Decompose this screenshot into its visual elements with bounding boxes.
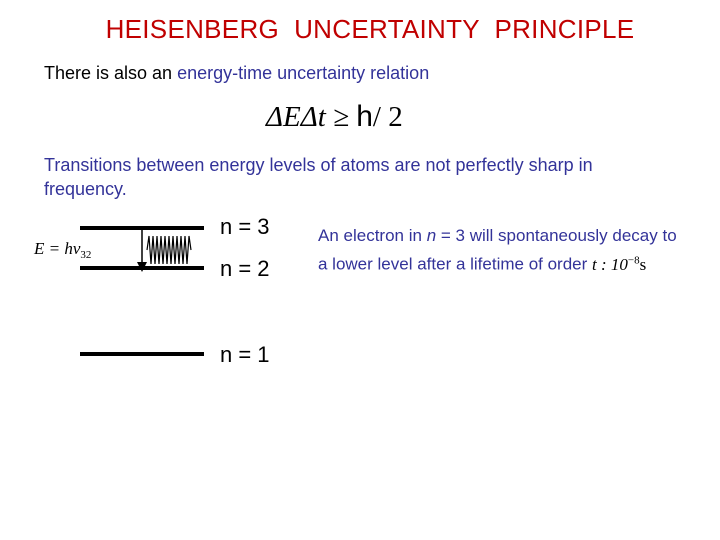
level-label-n3: n = 3 [220,214,270,239]
photon-energy-formula [34,239,91,261]
note-n: n [426,226,437,245]
transitions-text: Transitions between energy levels of atoms are not perfectly sharp in frequency. [44,155,593,199]
energy-level-1 [80,352,204,356]
equation-h: h [356,100,373,133]
note-exponent: −8 [627,254,640,266]
photon-wave-icon [146,234,192,266]
intro-line [44,63,429,84]
uncertainty-equation [266,100,403,134]
note-t: t : 10 [592,254,628,274]
intro-text: There is also an [44,63,178,83]
intro-highlight: energy-time uncertainty relation [177,63,430,83]
note-part2: = 3 will spontaneously decay to a lower level after a lifetime of order [318,226,677,274]
note-part1: An electron in [318,226,427,245]
energy-formula-subscript: 32 [80,249,92,261]
note-unit: s [639,254,647,274]
energy-formula-main: E = hν [34,239,81,258]
slide-title: HEISENBERG UNCERTAINTY PRINCIPLE [105,14,635,44]
equation-lhs: ΔEΔt ≥ [266,101,357,133]
lifetime-note [318,224,678,277]
equation-rhs: / 2 [372,101,403,133]
level-label-n2: n = 2 [220,256,270,281]
lifetime-value [592,255,646,274]
level-label-n1: n = 1 [220,342,270,367]
